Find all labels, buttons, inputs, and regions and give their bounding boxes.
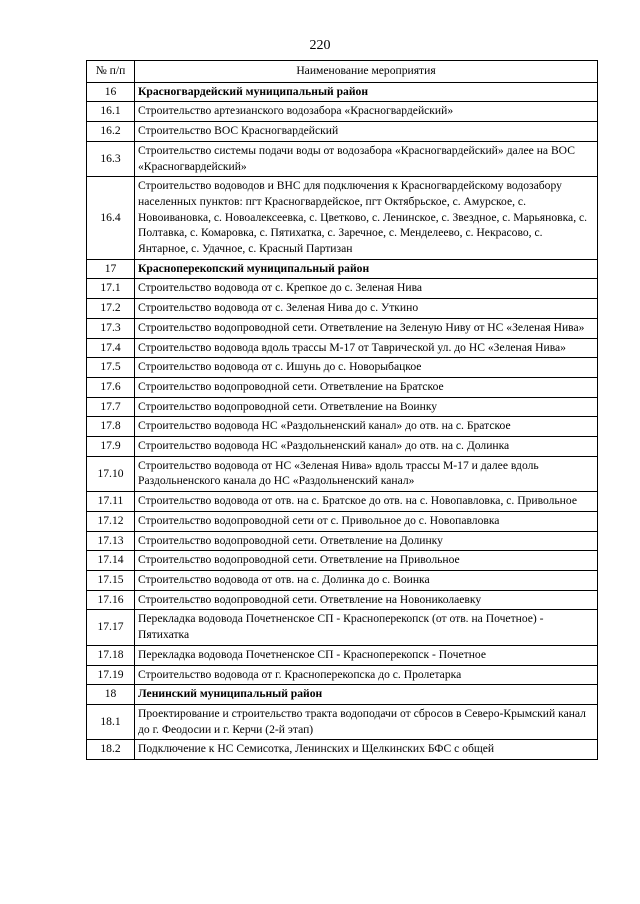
table-row <box>87 492 598 512</box>
row-number: 18 <box>87 685 135 705</box>
measures-table <box>86 60 598 760</box>
row-number: 16 <box>87 82 135 102</box>
measure-name: Строительство водопроводной сети. Ответвление на Братское <box>135 377 598 397</box>
table-row <box>87 177 598 260</box>
section-row <box>87 259 598 279</box>
measure-name: Строительство водовода от с. Зеленая Нива до с. Уткино <box>135 299 598 319</box>
table-row <box>87 570 598 590</box>
measure-name: Строительство водовода от отв. на с. Братское до отв. на с. Новопавловка, с. Привольное <box>135 492 598 512</box>
section-title: Ленинский муниципальный район <box>135 685 598 705</box>
row-number: 16.1 <box>87 102 135 122</box>
row-number: 17.2 <box>87 299 135 319</box>
measure-name: Строительство водовода НС «Раздольненский канал» до отв. на с. Братское <box>135 417 598 437</box>
row-number: 17.18 <box>87 645 135 665</box>
table-row <box>87 590 598 610</box>
table-row <box>87 665 598 685</box>
measure-name: Строительство водовода от НС «Зеленая Нива» вдоль трассы М-17 и далее вдоль Раздольненского канала до НС «Раздольненский канал» <box>135 456 598 491</box>
row-number: 17.10 <box>87 456 135 491</box>
row-number: 17.15 <box>87 570 135 590</box>
measure-name: Подключение к НС Семисотка, Ленинских и Щелкинских БФС с общей <box>135 740 598 760</box>
measure-name: Строительство системы подачи воды от водозабора «Красногвардейский» далее на ВОС «Красногвардейский» <box>135 141 598 176</box>
measure-name: Строительство водовода от отв. на с. Долинка до с. Воинка <box>135 570 598 590</box>
row-number: 17.4 <box>87 338 135 358</box>
measure-name: Строительство водовода от г. Красноперекопска до с. Пролетарка <box>135 665 598 685</box>
measure-name: Строительство водовода от с. Крепкое до с. Зеленая Нива <box>135 279 598 299</box>
row-number: 17.13 <box>87 531 135 551</box>
table-row <box>87 122 598 142</box>
column-header-number: № п/п <box>87 61 135 83</box>
row-number: 16.2 <box>87 122 135 142</box>
row-number: 17.3 <box>87 318 135 338</box>
measure-name: Проектирование и строительство тракта водоподачи от сбросов в Северо-Крымский канал до г. Феодосии и г. Керчи (2-й этап) <box>135 704 598 739</box>
measure-name: Перекладка водовода Почетненское СП - Красноперекопск (от отв. на Почетное) - Пятихатка <box>135 610 598 645</box>
table-row <box>87 318 598 338</box>
table-row <box>87 551 598 571</box>
table-header-row <box>87 61 598 83</box>
row-number: 17.12 <box>87 511 135 531</box>
section-row <box>87 685 598 705</box>
page-number: 220 <box>309 38 331 53</box>
table-row <box>87 397 598 417</box>
table-row <box>87 610 598 645</box>
measure-name: Строительство водовода НС «Раздольненский канал» до отв. на с. Долинка <box>135 437 598 457</box>
row-number: 18.1 <box>87 704 135 739</box>
measure-name: Строительство водовода вдоль трассы М-17 от Таврической ул. до НС «Зеленая Нива» <box>135 338 598 358</box>
measure-name: Строительство водопроводной сети. Ответвление на Воинку <box>135 397 598 417</box>
row-number: 17.5 <box>87 358 135 378</box>
row-number: 17.6 <box>87 377 135 397</box>
table-row <box>87 279 598 299</box>
row-number: 17.14 <box>87 551 135 571</box>
row-number: 17.9 <box>87 437 135 457</box>
row-number: 17.11 <box>87 492 135 512</box>
measure-name: Строительство водопроводной сети. Ответвление на Новониколаевку <box>135 590 598 610</box>
row-number: 17.16 <box>87 590 135 610</box>
row-number: 18.2 <box>87 740 135 760</box>
row-number: 17.7 <box>87 397 135 417</box>
measure-name: Строительство водопроводной сети. Ответвление на Зеленую Ниву от НС «Зеленая Нива» <box>135 318 598 338</box>
measure-name: Перекладка водовода Почетненское СП - Красноперекопск - Почетное <box>135 645 598 665</box>
table-row <box>87 358 598 378</box>
table-row <box>87 338 598 358</box>
measure-name: Строительство водопроводной сети от с. Привольное до с. Новопавловка <box>135 511 598 531</box>
row-number: 17.8 <box>87 417 135 437</box>
column-header-name: Наименование мероприятия <box>135 61 598 83</box>
measure-name: Строительство водопроводной сети. Ответвление на Привольное <box>135 551 598 571</box>
table-row <box>87 511 598 531</box>
table-row <box>87 704 598 739</box>
section-title: Красногвардейский муниципальный район <box>135 82 598 102</box>
table-row <box>87 141 598 176</box>
row-number: 16.3 <box>87 141 135 176</box>
table-row <box>87 531 598 551</box>
measure-name: Строительство водовода от с. Ишунь до с. Новорыбацкое <box>135 358 598 378</box>
measure-name: Строительство водоводов и ВНС для подключения к Красногвардейскому водозабору населенных пунктов: пгт Красногвардейское, пгт Октябрьское, с. Амурское, с. Новоивановка, с. Новоалексеевка, с. Цветково, с. Ленинское, с. Звездное, с. Марьяновка, с. Полтавка, с. Комаровка, с. Пятихатка, с. Заречное, с. Менделеево, с. Некрасово, с. Янтарное, с. Удачное, с. Красный Партизан <box>135 177 598 260</box>
section-title: Красноперекопский муниципальный район <box>135 259 598 279</box>
table-row <box>87 740 598 760</box>
table-row <box>87 377 598 397</box>
section-row <box>87 82 598 102</box>
row-number: 17.17 <box>87 610 135 645</box>
row-number: 17.19 <box>87 665 135 685</box>
table-row <box>87 437 598 457</box>
measure-name: Строительство водопроводной сети. Ответвление на Долинку <box>135 531 598 551</box>
table-row <box>87 456 598 491</box>
table-row <box>87 299 598 319</box>
row-number: 17 <box>87 259 135 279</box>
row-number: 16.4 <box>87 177 135 260</box>
measure-name: Строительство ВОС Красногвардейский <box>135 122 598 142</box>
table-row <box>87 102 598 122</box>
measure-name: Строительство артезианского водозабора «Красногвардейский» <box>135 102 598 122</box>
table-row <box>87 417 598 437</box>
table-body <box>87 82 598 759</box>
row-number: 17.1 <box>87 279 135 299</box>
table-row <box>87 645 598 665</box>
